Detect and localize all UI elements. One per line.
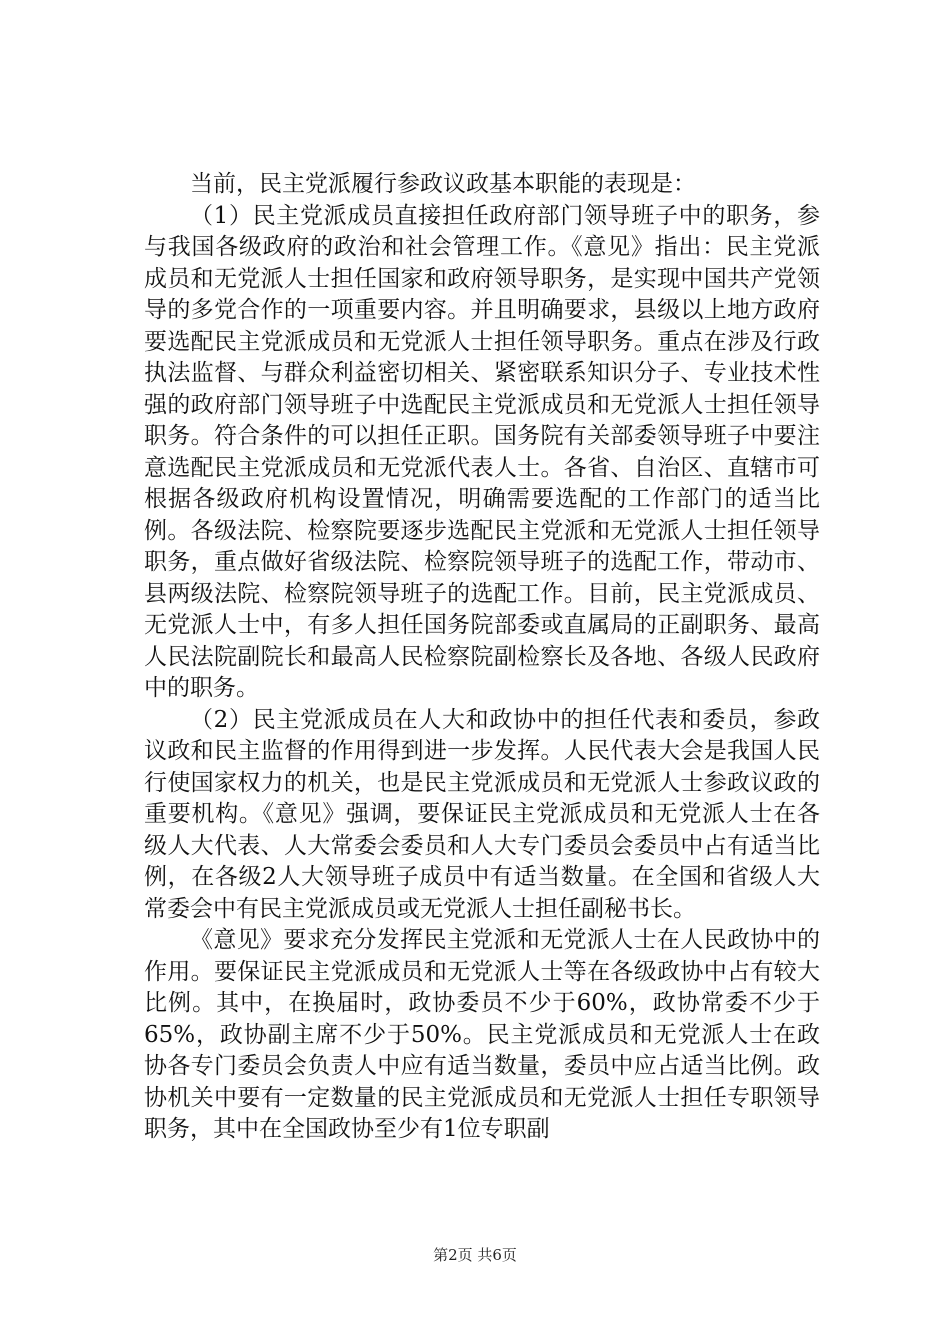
- paragraph-point-2: （2）民主党派成员在人大和政协中的担任代表和委员，参政议政和民主监督的作用得到进一步发挥。人民代表大会是我国人民行使国家权力的机关，也是民主党派成员和无党派人士参政议政的重要机构。《意见》强调，要保证民主党派成员和无党派人士在各级人大代表、人大常委会委员和人大专门委员会委员中占有适当比例，在各级2人大领导班子成员中有适当数量。在全国和省级人大常委会中有民主党派成员或无党派人士担任副秘书长。: [144, 706, 820, 922]
- paragraph-point-1: （1）民主党派成员直接担任政府部门领导班子中的职务，参与我国各级政府的政治和社会管理工作。《意见》指出：民主党派成员和无党派人士担任国家和政府领导职务，是实现中国共产党领导的多党合作的一项重要内容。并且明确要求，县级以上地方政府要选配民主党派成员和无党派人士担任领导职务。重点在涉及行政执法监督、与群众利益密切相关、紧密联系知识分子、专业技术性强的政府部门领导班子中选配民主党派成员和无党派人士担任领导职务。符合条件的可以担任正职。国务院有关部委领导班子中要注意选配民主党派成员和无党派代表人士。各省、自治区、直辖市可根据各级政府机构设置情况，明确需要选配的工作部门的适当比例。各级法院、检察院要逐步选配民主党派和无党派人士担任领导职务，重点做好省级法院、检察院领导班子的选配工作，带动市、县两级法院、检察院领导班子的选配工作。目前，民主党派成员、无党派人士中，有多人担任国务院部委或直属局的正副职务、最高人民法院副院长和最高人民检察院副检察长及各地、各级人民政府中的职务。: [144, 202, 820, 701]
- page-number-footer: 第2页 共6页: [433, 1246, 517, 1264]
- paragraph-cppcc: 《意见》要求充分发挥民主党派和无党派人士在人民政协中的作用。要保证民主党派成员和无党派人士等在各级政协中占有较大比例。其中，在换届时，政协委员不少于60%，政协常委不少于65%，政协副主席不少于50%。民主党派成员和无党派人士在政协各专门委员会负责人中应有适当数量，委员中应占适当比例。政协机关中要有一定数量的民主党派成员和无党派人士担任专职领导职务，其中在全国政协至少有1位专职副: [144, 927, 820, 1142]
- document-body: [144, 169, 820, 1146]
- paragraph-intro: 当前，民主党派履行参政议政基本职能的表现是：: [190, 171, 696, 197]
